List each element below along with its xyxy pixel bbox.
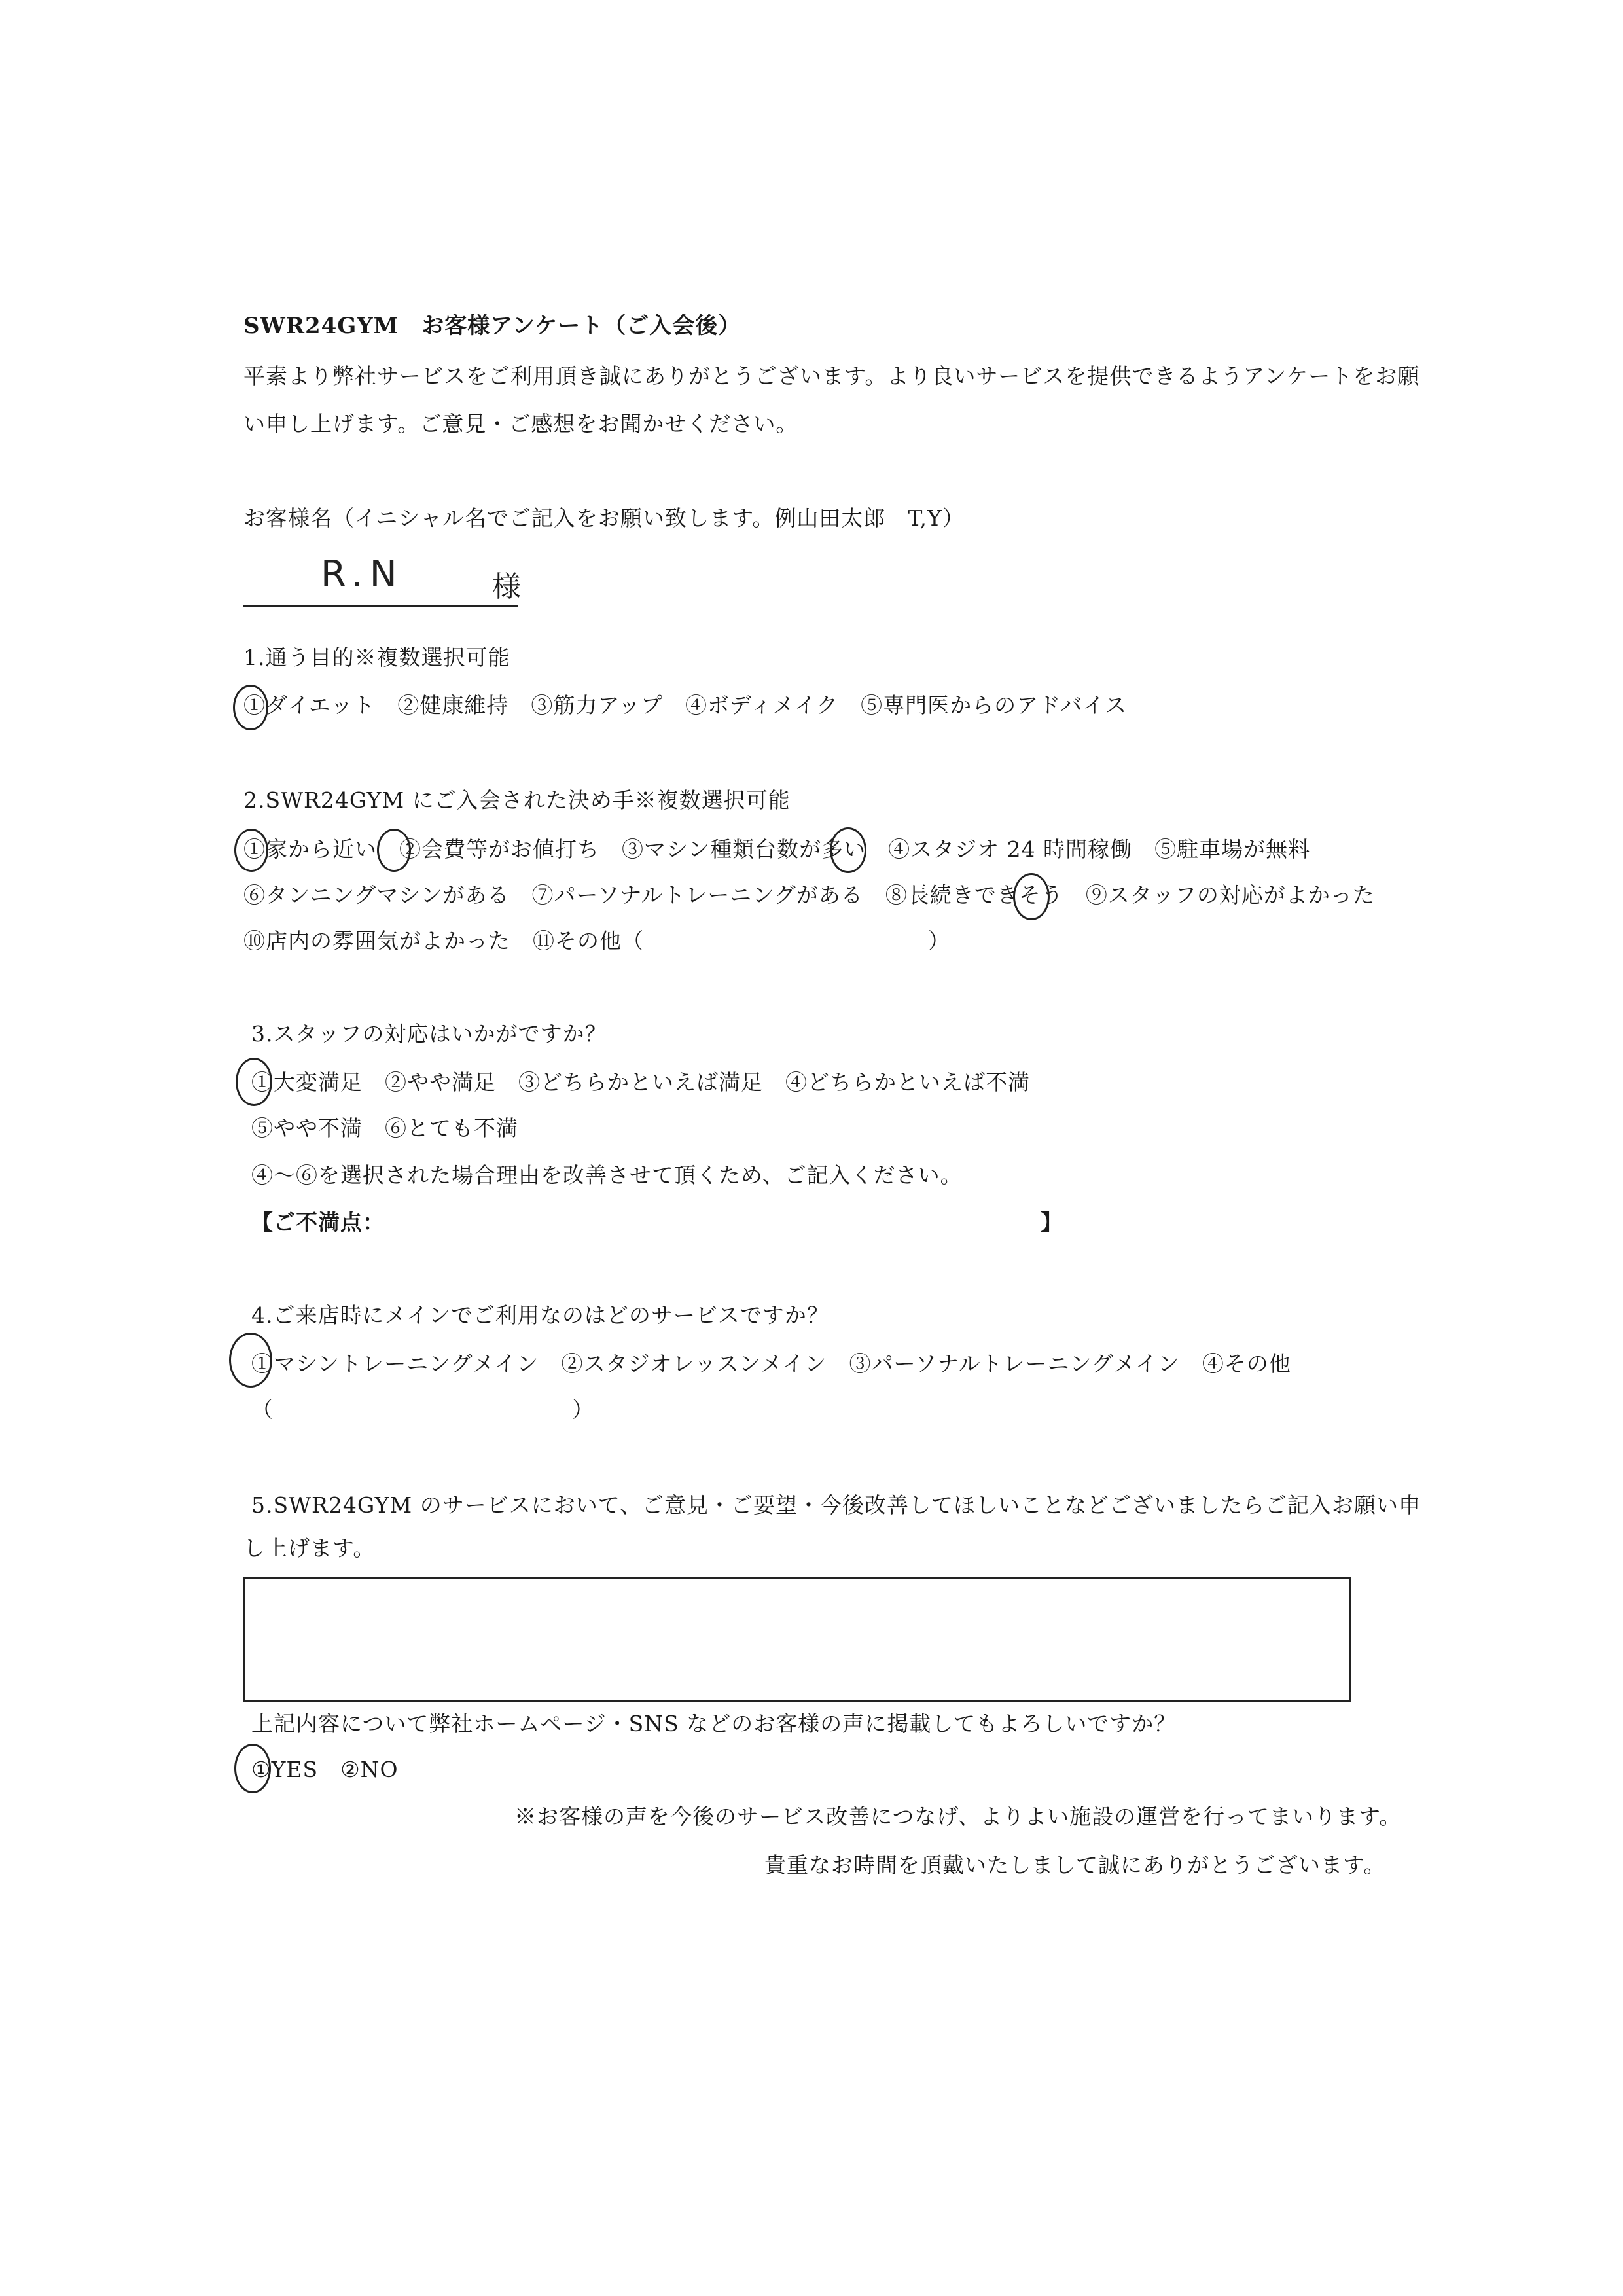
q5-question-line-1: 5.SWR24GYM のサービスにおいて、ご意見・ご要望・今後改善してほしいことなどございましたらご記入お願い申 [251,1492,1421,1518]
q3-options-row-2: ⑤やや不満 ⑥とても不満 [251,1115,518,1141]
publish-question: 上記内容について弊社ホームページ・SNS などのお客様の声に掲載してもよろしいですか？ [251,1711,1177,1736]
intro-line-1: 平素より弊社サービスをご利用頂き誠にありがとうございます。より良いサービスを提供できるようアンケートをお願 [243,363,1420,389]
footer-note: ※お客様の声を今後のサービス改善につなげ、よりよい施設の運営を行ってまいります。 [514,1804,1402,1829]
customer-name-value[interactable]: R.N [321,553,404,596]
q1-options: ①ダイエット ②健康維持 ③筋力アップ ④ボディメイク ⑤専門医からのアドバイス [243,692,1128,718]
q5-answer-box[interactable] [243,1577,1351,1702]
publish-selection-circle-1[interactable] [234,1744,271,1793]
publish-options: ①YES ②NO [251,1757,399,1782]
customer-name-label: お客様名（イニシャル名でご記入をお願い致します。例山田太郎 T,Y） [243,505,965,531]
q2-options-row-3: ⑩店内の雰囲気がよかった ⑪その他（ [243,928,644,954]
q4-options: ①マシントレーニングメイン ②スタジオレッスンメイン ③パーソナルトレーニングメイン ④その他 [251,1351,1291,1376]
q4-other-close: ） [572,1397,594,1422]
footer-thanks: 貴重なお時間を頂戴いたしまして誠にありがとうございます。 [764,1852,1386,1878]
q2-selection-circle-1[interactable] [234,829,268,872]
intro-line-2: い申し上げます。ご意見・ご感想をお聞かせください。 [243,411,798,437]
q2-options-row-2: ⑥タンニングマシンがある ⑦パーソナルトレーニングがある ⑧長続きできそう ⑨スタッフの対応がよかった [243,882,1375,908]
q2-selection-circle-2[interactable] [377,829,411,872]
q4-question: 4.ご来店時にメインでご利用なのはどのサービスですか？ [251,1302,829,1328]
q3-note: ④～⑥を選択された場合理由を改善させて頂くため、ご記入ください。 [251,1162,963,1188]
q2-selection-circle-4[interactable] [830,827,866,873]
q2-options-row-1: ①家から近い ②会費等がお値打ち ③マシン種類台数が多い ④スタジオ 24 時間稼働 ⑤駐車場が無料 [243,836,1311,862]
q3-complaint-label: 【ご不満点： [251,1210,385,1235]
q3-complaint-close: 】 [1041,1210,1063,1235]
q2-other-close: ） [928,928,950,954]
q4-selection-circle-1[interactable] [229,1333,272,1388]
q3-options-row-1: ①大変満足 ②やや満足 ③どちらかといえば満足 ④どちらかといえば不満 [251,1069,1030,1095]
q5-question-line-2: し上げます。 [243,1535,376,1561]
q1-selection-circle-1[interactable] [233,685,268,730]
q2-selection-circle-9[interactable] [1013,873,1050,920]
q1-question: 1.通う目的※複数選択可能 [243,645,510,670]
name-underline [243,605,518,607]
survey-title: SWR24GYM お客様アンケート（ご入会後） [243,313,741,339]
q2-question: 2.SWR24GYM にご入会された決め手※複数選択可能 [243,787,791,813]
q4-other-open: （ [251,1397,274,1422]
q3-question: 3.スタッフの対応はいかがですか？ [251,1021,607,1047]
q3-selection-circle-1[interactable] [236,1058,272,1106]
honorific-sama: 様 [492,570,522,603]
